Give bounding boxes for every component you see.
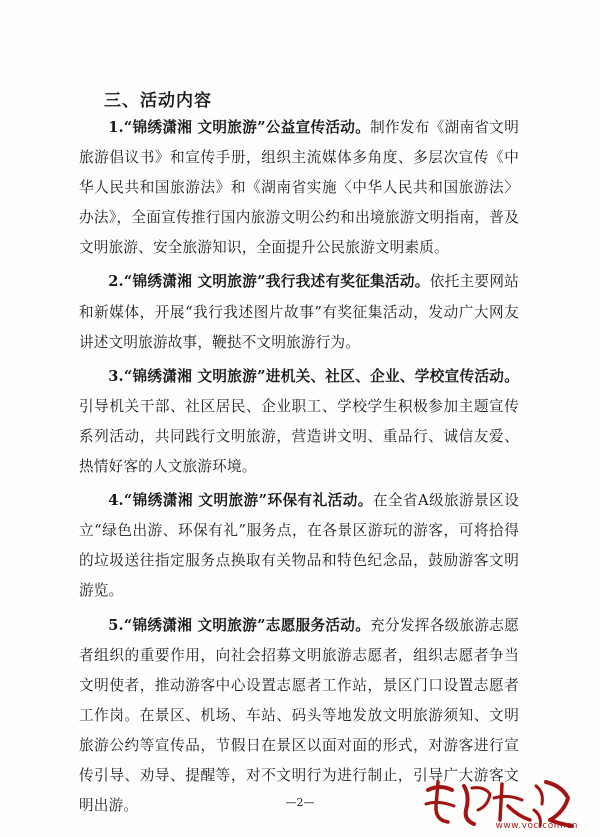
paragraph-2 [79,267,519,357]
watermark-url: www.voc.com.cn [495,821,578,831]
paragraph-2-lead: 2.“锦绣潇湘 文明旅游”我行我述有奖征集活动。 [108,273,430,291]
paragraph-4-body: 在全省A级旅游景区设立“绿色出游、环保有礼”服务点，在各景区游玩的游客，可将拾得的垃圾送往指定服务点换取有关物品和特色纪念品，鼓励游客文明游览。 [79,492,519,600]
paragraph-3-body: 引导机关干部、社区居民、企业职工、学校学生积极参加主题宣传系列活动，共同践行文明旅游，营造讲文明、重品行、诚信友爱、热情好客的人文旅游环境。 [79,397,519,476]
paragraph-1 [79,113,519,263]
paragraph-1-body: 制作发布《湖南省文明旅游倡议书》和宣传手册，组织主流媒体多角度、多层次宣传《中华人民共和国旅游法》和《湖南省实施〈中华人民共和国旅游法〉办法》，全面宣传推行国内旅游文明公约和出境旅游文明指南，普及文明旅游、安全旅游知识，全面提升公民旅游文明素质。 [79,119,519,257]
section-heading: 三、活动内容 [104,91,212,111]
paragraph-3 [79,362,519,482]
paragraph-5-lead: 5.“锦绣潇湘 文明旅游”志愿服务活动。 [108,616,371,634]
paragraph-4-lead: 4.“锦绣潇湘 文明旅游”环保有礼活动。 [108,492,373,510]
paragraph-3-lead: 3.“锦绣潇湘 文明旅游”进机关、社区、企业、学校宣传活动。 [108,367,519,385]
document-body [79,113,519,825]
paragraph-1-lead: 1.“锦绣潇湘 文明旅游”公益宣传活动。 [108,119,371,136]
paragraph-2-body: 依托主要网站和新媒体，开展“我行我述图片故事”有奖征集活动，发动广大网友讲述文明旅游故事，鞭挞不文明旅游行为。 [79,273,520,351]
paragraph-5-body: 充分发挥各级旅游志愿者组织的重要作用，向社会招募文明旅游志愿者，组织志愿者争当文明使者，推动游客中心设置志愿者工作站，景区门口设置志愿者工作岗。在景区、机场、车站、码头等地发放文明旅游须知、文明旅游公约等宣传品，节假日在景区以面对面的形式，对游客进行宣传引导、劝导、提醒等，对不文明行为进行制止，引导广大游客文明出游。 [79,616,519,815]
paragraph-4 [79,486,519,606]
page-number: —2— [285,796,315,809]
